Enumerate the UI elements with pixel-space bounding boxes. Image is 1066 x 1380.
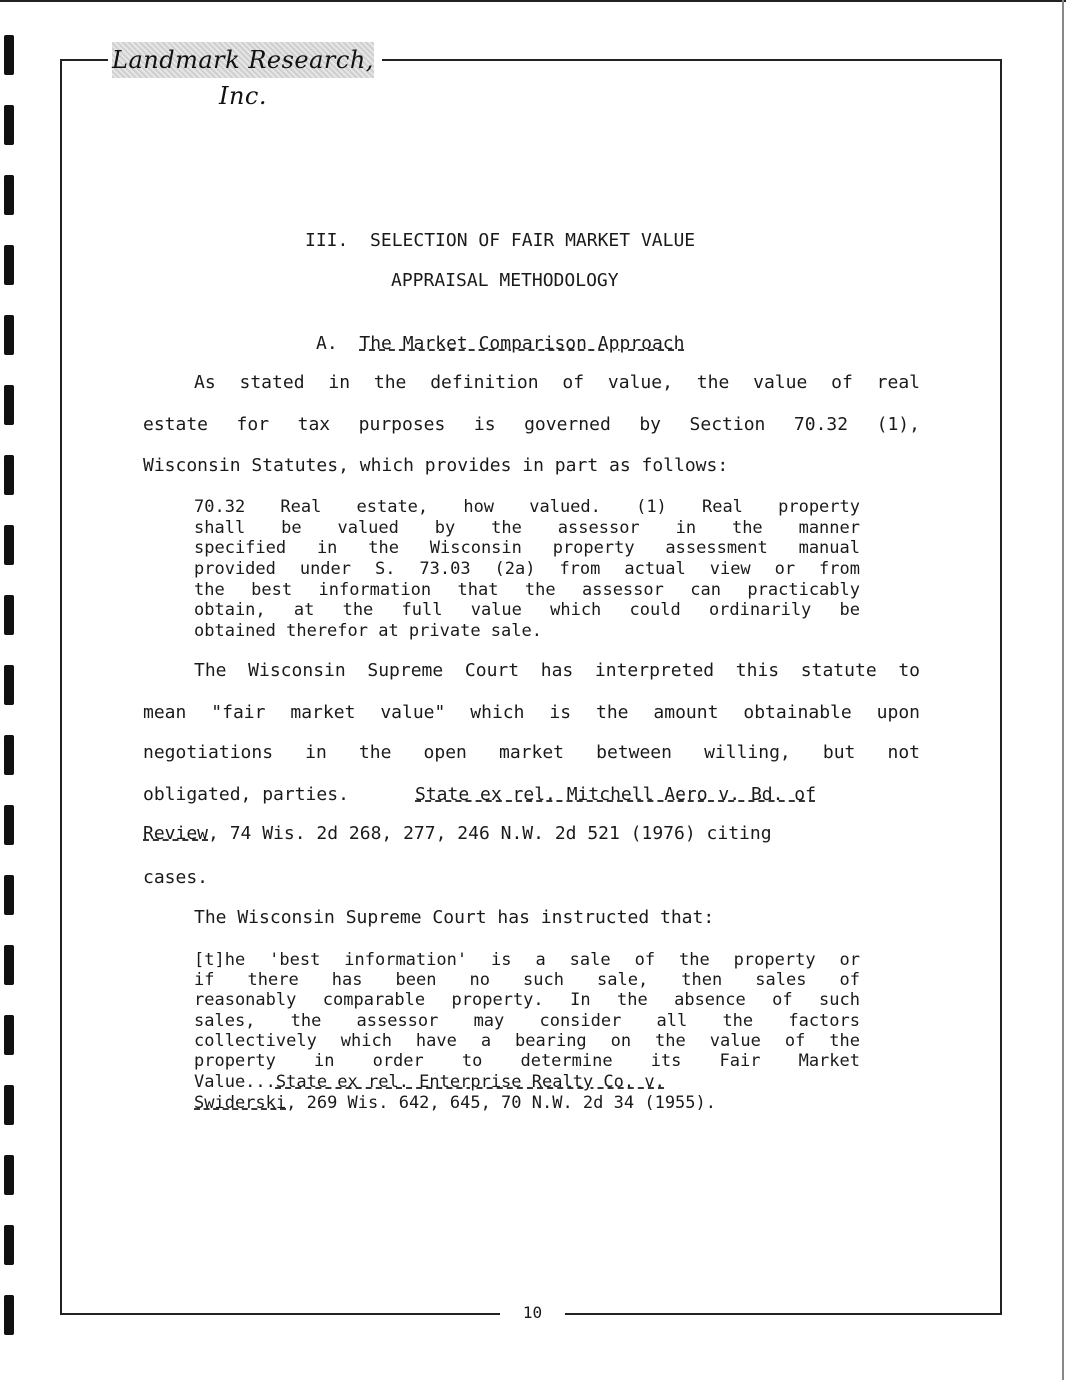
binding-hole (4, 385, 14, 425)
quote-line: obtain, at the full value which could ordinarily be (194, 600, 860, 620)
binding-hole (4, 735, 14, 775)
page-top-edge (0, 0, 1066, 2)
frame-border-bottom-right (565, 1313, 1002, 1315)
quote-line: [t]he 'best information' is a sale of the property or (194, 950, 860, 970)
binding-hole (4, 1085, 14, 1125)
frame-border-top-right (382, 59, 1002, 61)
quote-line: provided under S. 73.03 (2a) from actual view or from (194, 559, 860, 579)
quote-line: 70.32 Real estate, how valued. (1) Real property (194, 497, 860, 517)
quote-line: Value...State ex rel. Enterprise Realty Co. v. (194, 1072, 665, 1092)
case-citation: Swiderski (194, 1093, 287, 1113)
binding-hole (4, 945, 14, 985)
quote-line: collectively which have a bearing on the value of the (194, 1031, 860, 1051)
binding-hole (4, 805, 14, 845)
page-right-edge (1062, 0, 1064, 1380)
quote-line: reasonably comparable property. In the absence of such (194, 990, 860, 1010)
binding-hole (4, 245, 14, 285)
paragraph-line: Wisconsin Statutes, which provides in part as follows: (143, 455, 729, 476)
binding-hole (4, 665, 14, 705)
binding-holes (0, 0, 20, 1380)
quote-line: shall be valued by the assessor in the manner (194, 518, 860, 538)
binding-hole (4, 875, 14, 915)
paragraph-line: estate for tax purposes is governed by Section 70.32 (1), (143, 414, 920, 435)
binding-hole (4, 1015, 14, 1055)
binding-hole (4, 1155, 14, 1195)
binding-hole (4, 525, 14, 565)
paragraph-line: As stated in the definition of value, the value of real (194, 372, 920, 393)
paragraph-line: The Wisconsin Supreme Court has interpreted this statute to (194, 660, 920, 681)
section-subheading: APPRAISAL METHODOLOGY (391, 270, 619, 291)
paragraph-line: mean "fair market value" which is the amount obtainable upon (143, 702, 920, 723)
binding-hole (4, 105, 14, 145)
binding-hole (4, 1295, 14, 1335)
frame-border-bottom-left (60, 1313, 500, 1315)
binding-hole (4, 175, 14, 215)
quote-line: sales, the assessor may consider all the factors (194, 1011, 860, 1031)
paragraph-line: The Wisconsin Supreme Court has instructed that: (194, 907, 715, 928)
frame-border-right (1000, 59, 1002, 1315)
quote-line: the best information that the assessor can practicably (194, 580, 860, 600)
company-logo: Landmark Research, Inc. (112, 42, 374, 78)
paragraph-line: obligated, parties. (143, 784, 349, 805)
page-number: 10 (522, 1303, 543, 1322)
case-citation: State ex rel. Enterprise Realty Co. v. (275, 1072, 665, 1092)
case-citation: State ex rel. Mitchell Aero v. Bd. of (415, 784, 816, 805)
binding-hole (4, 315, 14, 355)
frame-border-top-left (60, 59, 108, 61)
case-citation: Review (143, 823, 209, 844)
binding-hole (4, 35, 14, 75)
paragraph-line: Review, 74 Wis. 2d 268, 277, 246 N.W. 2d 521 (1976) citing (143, 823, 772, 844)
quote-line: obtained therefor at private sale. (194, 621, 542, 641)
paragraph-line: cases. (143, 867, 209, 888)
paragraph-line: negotiations in the open market between willing, but not (143, 742, 920, 763)
binding-hole (4, 1225, 14, 1265)
quote-line: specified in the Wisconsin property assessment manual (194, 538, 860, 558)
quote-line: Swiderski, 269 Wis. 642, 645, 70 N.W. 2d 34 (1955). (194, 1093, 716, 1113)
section-heading: III. SELECTION OF FAIR MARKET VALUE (305, 230, 696, 251)
binding-hole (4, 455, 14, 495)
subsection-letter: A. (316, 333, 338, 354)
subsection-title: The Market Comparison Approach (359, 333, 685, 354)
quote-line: property in order to determine its Fair Market (194, 1051, 860, 1071)
binding-hole (4, 595, 14, 635)
frame-border-left (60, 59, 62, 1315)
subsection-heading (316, 333, 684, 355)
quote-line: if there has been no such sale, then sales of (194, 970, 860, 990)
